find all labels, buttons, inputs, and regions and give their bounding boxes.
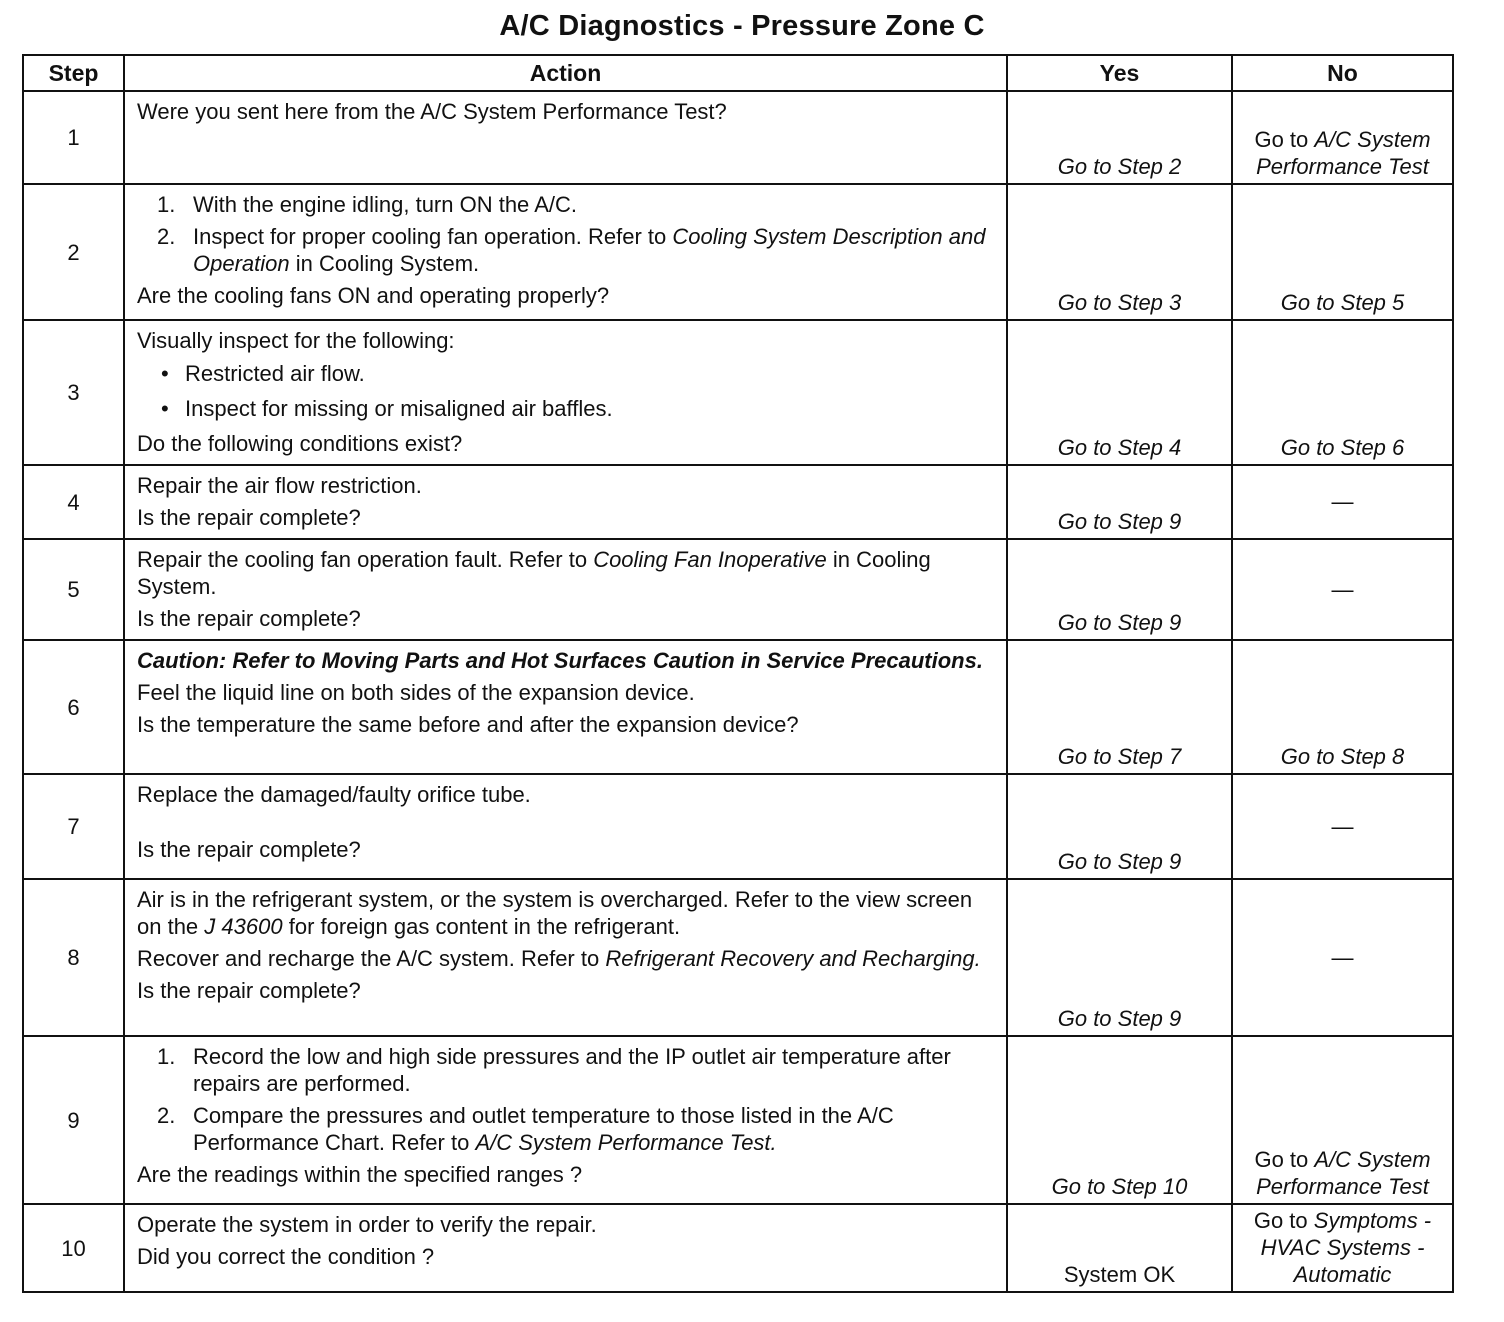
bullet-item <box>137 360 996 387</box>
reference-text: Cooling System Description and Operation <box>193 224 986 276</box>
step-number: 5 <box>23 539 124 640</box>
no-prefix: Go to <box>1254 127 1309 152</box>
header-row <box>23 55 1453 91</box>
table-row <box>23 91 1453 184</box>
question-text: Is the temperature the same before and after the expansion device? <box>137 712 799 737</box>
item-text: Recover and recharge the A/C system. Refer to <box>137 946 600 971</box>
action-text: Feel the liquid line on both sides of the expansion device. <box>137 680 695 705</box>
item-number: 2. <box>157 224 176 249</box>
no-prefix: Go to <box>1254 1147 1309 1172</box>
question-text: Did you correct the condition ? <box>137 1244 435 1269</box>
numbered-item <box>137 223 996 277</box>
header-action: Action <box>124 55 1007 91</box>
no-cell: — <box>1232 879 1453 1036</box>
reference-text: . <box>974 946 981 971</box>
item-text: With the engine idling, turn ON the A/C. <box>193 192 577 217</box>
no-cell: Go to Step 5 <box>1232 184 1453 320</box>
bullet-mark: • <box>161 396 169 421</box>
action-text: Replace the damaged/faulty orifice tube. <box>137 782 531 807</box>
question-text: Is the repair complete? <box>137 606 361 631</box>
yes-cell: Go to Step 9 <box>1007 465 1232 539</box>
item-text: Restricted air flow. <box>185 361 365 386</box>
reference-text: Cooling Fan Inoperative <box>593 547 827 572</box>
no-cell <box>1232 1036 1453 1204</box>
no-cell <box>1232 1204 1453 1292</box>
action-cell <box>124 1036 1007 1204</box>
yes-cell: Go to Step 9 <box>1007 879 1232 1036</box>
item-text: Record the low and high side pressures and the IP outlet air temperature after repairs are performed. <box>193 1044 951 1096</box>
item-number: 1. <box>157 1044 176 1069</box>
no-cell: — <box>1232 465 1453 539</box>
no-reference: Symptoms - HVAC Systems - Automatic <box>1260 1208 1432 1287</box>
table-row <box>23 184 1453 320</box>
step-number: 4 <box>23 465 124 539</box>
question-text: Are the cooling fans ON and operating properly? <box>137 283 610 308</box>
diagnostic-table <box>22 54 1454 1293</box>
action-text: Repair the air flow restriction. <box>137 473 422 498</box>
step-number: 2 <box>23 184 124 320</box>
question-text: Is the repair complete? <box>137 978 361 1003</box>
step-number: 7 <box>23 774 124 879</box>
action-cell <box>124 1204 1007 1292</box>
bullet-item <box>137 395 996 422</box>
item-number: 1. <box>157 192 176 217</box>
no-reference: A/C System Performance Test <box>1256 1147 1431 1199</box>
item-text: Inspect for missing or misaligned air baffles. <box>185 396 613 421</box>
question-text: Are the readings within the specified ranges ? <box>137 1162 583 1187</box>
table-row <box>23 465 1453 539</box>
header-step: Step <box>23 55 124 91</box>
action-cell <box>124 320 1007 465</box>
yes-cell: Go to Step 3 <box>1007 184 1232 320</box>
yes-cell: System OK <box>1007 1204 1232 1292</box>
numbered-item <box>137 1043 996 1097</box>
yes-cell: Go to Step 7 <box>1007 640 1232 774</box>
no-cell: Go to Step 6 <box>1232 320 1453 465</box>
action-text <box>137 546 996 600</box>
action-cell <box>124 774 1007 879</box>
action-cell <box>124 184 1007 320</box>
step-number: 3 <box>23 320 124 465</box>
step-number: 1 <box>23 91 124 184</box>
yes-cell: Go to Step 10 <box>1007 1036 1232 1204</box>
no-cell: — <box>1232 774 1453 879</box>
item-text: Inspect for proper cooling fan operation. Refer to <box>193 224 667 249</box>
no-cell: Go to Step 8 <box>1232 640 1453 774</box>
numbered-item <box>137 191 996 218</box>
step-number: 9 <box>23 1036 124 1204</box>
step-number: 8 <box>23 879 124 1036</box>
yes-cell: Go to Step 9 <box>1007 774 1232 879</box>
action-text <box>137 945 996 972</box>
table-row <box>23 640 1453 774</box>
action-cell <box>124 539 1007 640</box>
item-text: in Cooling System. <box>137 547 931 599</box>
yes-cell: Go to Step 4 <box>1007 320 1232 465</box>
action-text <box>137 886 996 940</box>
no-cell <box>1232 91 1453 184</box>
step-number: 10 <box>23 1204 124 1292</box>
page-title: A/C Diagnostics - Pressure Zone C <box>499 10 985 42</box>
yes-cell: Go to Step 2 <box>1007 91 1232 184</box>
caution-text: Caution: Refer to Moving Parts and Hot Surfaces Caution in Service Precautions. <box>137 648 983 673</box>
table-row <box>23 774 1453 879</box>
table-row <box>23 1204 1453 1292</box>
action-cell <box>124 879 1007 1036</box>
action-cell <box>124 91 1007 184</box>
no-cell: — <box>1232 539 1453 640</box>
item-text: Repair the cooling fan operation fault. Refer to <box>137 547 588 572</box>
intro-text: Visually inspect for the following: <box>137 328 455 353</box>
action-text: Operate the system in order to verify the repair. <box>137 1212 597 1237</box>
reference-text: A/C System Performance Test. <box>475 1130 777 1155</box>
table-row <box>23 879 1453 1036</box>
question-text: Is the repair complete? <box>137 505 361 530</box>
item-text: Compare the pressures and outlet temperature to those listed in the A/C Performance Chart. Refer to <box>193 1103 894 1155</box>
header-no: No <box>1232 55 1453 91</box>
no-reference: A/C System Performance Test <box>1256 127 1431 179</box>
numbered-item <box>137 1102 996 1156</box>
item-text: for foreign gas content in the refrigerant. <box>288 914 681 939</box>
yes-cell: Go to Step 9 <box>1007 539 1232 640</box>
step-number: 6 <box>23 640 124 774</box>
item-text: in Cooling System. <box>295 251 480 276</box>
bullet-mark: • <box>161 361 169 386</box>
action-cell <box>124 640 1007 774</box>
table-row <box>23 1036 1453 1204</box>
question-text: Do the following conditions exist? <box>137 431 463 456</box>
table-row <box>23 320 1453 465</box>
reference-text: J 43600 <box>204 914 283 939</box>
item-number: 2. <box>157 1103 176 1128</box>
question-text: Were you sent here from the A/C System Performance Test? <box>137 99 727 124</box>
header-yes: Yes <box>1007 55 1232 91</box>
table-row <box>23 539 1453 640</box>
item-text: Air is in the refrigerant system, or the system is overcharged. Refer to the view screen on the <box>137 887 973 939</box>
action-cell <box>124 465 1007 539</box>
reference-text: Refrigerant Recovery and Recharging <box>605 946 975 971</box>
question-text: Is the repair complete? <box>137 837 361 862</box>
no-prefix: Go to <box>1253 1208 1308 1233</box>
